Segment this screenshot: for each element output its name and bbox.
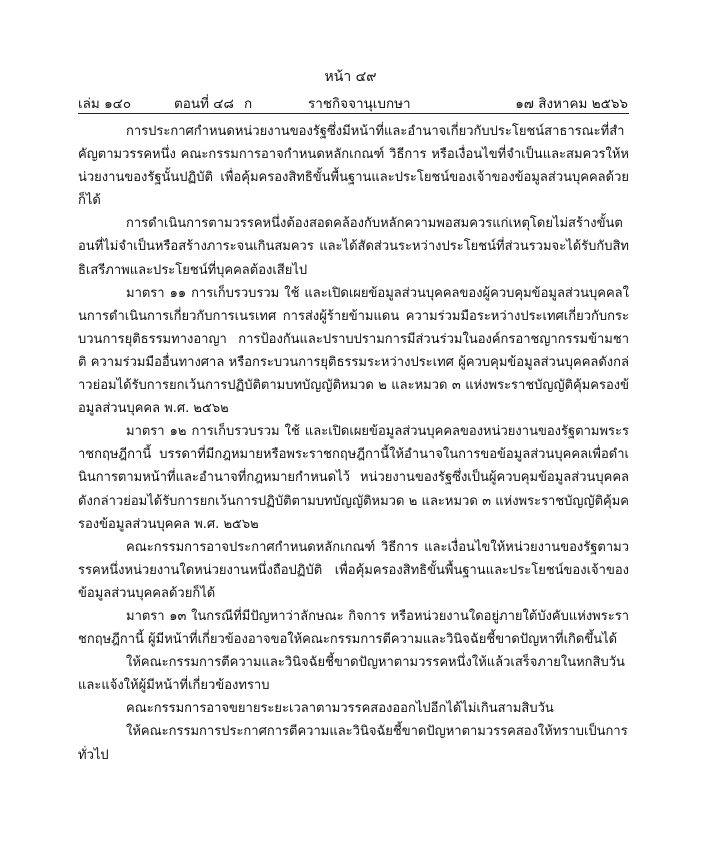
paragraph: การดำเนินการตามวรรคหนึ่งต้องสอดคล้องกับหลักความพอสมควรแก่เหตุโดยไม่สร้างขั้นตอนที่ไม่จำเป็นหรือสร้างภาระจนเกินสมควร และได้สัดส่วนระหว่างประโยชน์ที่ส่วนรวมจะได้รับกับสิทธิเสรีภาพและประโยชน์ที่บุคคลต้องเสียไป xyxy=(78,216,629,278)
publication-date: ๑๗ สิงหาคม ๒๕๖๖ xyxy=(515,96,628,112)
document-body xyxy=(78,120,629,767)
paragraph: ให้คณะกรรมการประกาศการตีความและวินิจฉัยชี้ขาดปัญหาตามวรรคสองให้ทราบเป็นการทั่วไป xyxy=(78,724,628,763)
volume-label: เล่ม ๑๔๐ xyxy=(78,96,132,112)
section-12-paragraph: มาตรา ๑๒ การเก็บรวบรวม ใช้ และเปิดเผยข้อมูลส่วนบุคคลของหน่วยงานของรัฐตามพระราชกฤษฎีกานี้ บรรดาที่มีกฎหมายหรือพระราชกฤษฎีกานี้ให้อำนาจในการขอข้อมูลส่วนบุคคลเพื่อดำเนินการตามหน้าที่และอำนาจที่กฎหมายกำหนดไว้ หน่วยงานของรัฐซึ่งเป็นผู้ควบคุมข้อมูลส่วนบุคคลดังกล่าวย่อมได้รับการยกเว้นการปฏิบัติตามบทบัญญัติหมวด ๒ และหมวด ๓ แห่งพระราชบัญญัติคุ้มครองข้อมูลส่วนบุคคล พ.ศ. ๒๕๖๒ xyxy=(78,424,629,532)
section-label: ก xyxy=(244,96,253,112)
paragraph: คณะกรรมการอาจประกาศกำหนดหลักเกณฑ์ วิธีการ และเงื่อนไขให้หน่วยงานของรัฐตามวรรคหนึ่งหน่วยงานใดหน่วยงานหนึ่งถือปฏิบัติ เพื่อคุ้มครองสิทธิขั้นพื้นฐานและประโยชน์ของเจ้าของข้อมูลส่วนบุคคลด้วยก็ได้ xyxy=(78,539,629,601)
section-11-paragraph: มาตรา ๑๑ การเก็บรวบรวม ใช้ และเปิดเผยข้อมูลส่วนบุคคลของผู้ควบคุมข้อมูลส่วนบุคคลในการดำเนินการเกี่ยวกับการเนรเทศ การส่งผู้ร้ายข้ามแดน ความร่วมมือระหว่างประเทศเกี่ยวกับกระบวนการยุติธรรมทางอาญา การป้องกันและปราบปรามการมีส่วนร่วมในองค์กรอาชญากรรมข้ามชาติ ความร่วมมืออื่นทางศาล หรือกระบวนการยุติธรรมระหว่างประเทศ ผู้ควบคุมข้อมูลส่วนบุคคลดังกล่าวย่อมได้รับการยกเว้นการปฏิบัติตามบทบัญญัติหมวด ๒ และหมวด ๓ แห่งพระราชบัญญัติคุ้มครองข้อมูลส่วนบุคคล พ.ศ. ๒๕๖๒ xyxy=(78,285,629,417)
paragraph: การประกาศกำหนดหน่วยงานของรัฐซึ่งมีหน้าที่และอำนาจเกี่ยวกับประโยชน์สาธารณะที่สำคัญตามวรรคหนึ่ง คณะกรรมการอาจกำหนดหลักเกณฑ์ วิธีการ หรือเงื่อนไขที่จำเป็นและสมควรให้หน่วยงานของรัฐนั้นปฏิบัติ เพื่อคุ้มครองสิทธิขั้นพื้นฐานและประโยชน์ของเจ้าของข้อมูลส่วนบุคคลด้วยก็ได้ xyxy=(78,124,629,209)
paragraph: ให้คณะกรรมการตีความและวินิจฉัยชี้ขาดปัญหาตามวรรคหนึ่งให้แล้วเสร็จภายในหกสิบวันและแจ้งให้ผู้มีหน้าที่เกี่ยวข้องทราบ xyxy=(78,655,625,694)
page-number: หน้า ๔๙ xyxy=(324,69,377,85)
gazette-header xyxy=(78,92,628,112)
header-divider xyxy=(78,113,629,114)
gazette-title: ราชกิจจานุเบกษา xyxy=(308,96,411,112)
section-13-paragraph: มาตรา ๑๓ ในกรณีที่มีปัญหาว่าลักษณะ กิจการ หรือหน่วยงานใดอยู่ภายใต้บังคับแห่งพระราชกฤษฎีกานี้ ผู้มีหน้าที่เกี่ยวข้องอาจขอให้คณะกรรมการตีความและวินิจฉัยชี้ขาดปัญหาที่เกิดขึ้นได้ xyxy=(78,608,629,648)
issue-label: ตอนที่ ๔๘ xyxy=(174,96,234,112)
paragraph: คณะกรรมการอาจขยายระยะเวลาตามวรรคสองออกไปอีกได้ไม่เกินสามสิบวัน xyxy=(126,701,554,717)
